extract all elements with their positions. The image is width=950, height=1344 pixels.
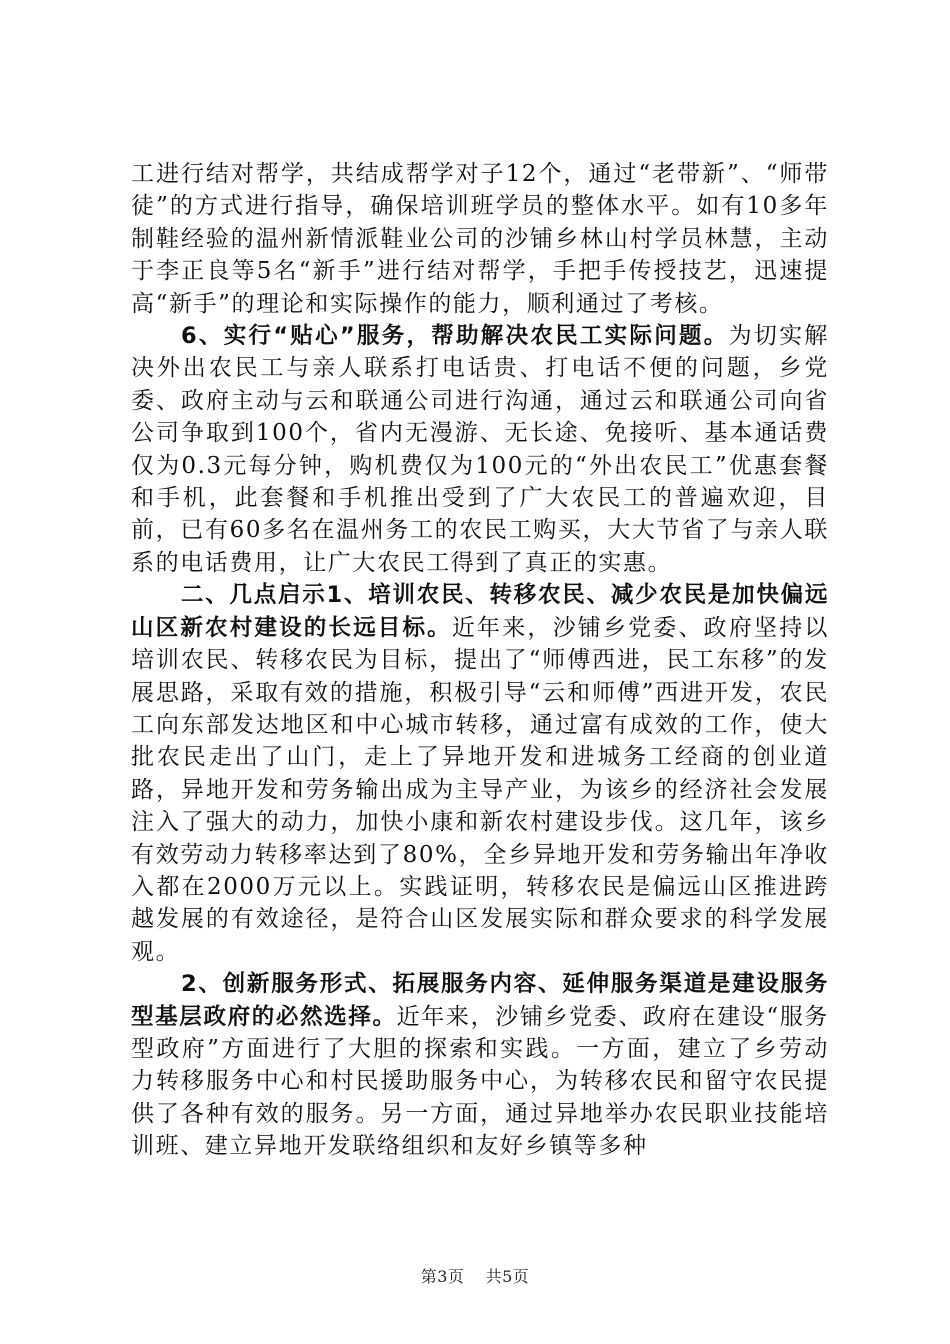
paragraph-3-text: 近年来，沙铺乡党委、政府坚持以培训农民、转移农民为目标，提出了“师傅西进，民工东移”的发展思路，采取有效的措施，积极引导“云和师傅”西进开发，农民工向东部发达地区和中心城市转移，通过富有成效的工作，使大批农民走出了山门，走上了异地开发和进城务工经商的创业道路，异地开发和劳务输出成为主导产业，为该乡的经济社会发展注入了强大的动力，加快小康和新农村建设步伐。这几年，该乡有效劳动力转移率达到了80%，全乡异地开发和劳务输出年净收入都在2000万元以上。实践证明，转移农民是偏远山区推进跨越发展的有效途径，是符合山区发展实际和群众要求的科学发展观。 — [131, 614, 829, 965]
paragraph-2-lead: 6、实行“贴心”服务，帮助解决农民工实际问题。 — [181, 323, 729, 350]
paragraph-3-lead: 二、几点启示1、培训农民、转移农民、减少农民是加快偏远山区新农村建设的长远目标。 — [131, 582, 829, 641]
paragraph-4-lead: 2、创新服务形式、拓展服务内容、延伸服务渠道是建设服务型基层政府的必然选择。 — [131, 971, 829, 1030]
page-footer — [0, 1264, 950, 1287]
total-pages: 共5页 — [485, 1267, 530, 1286]
paragraph-1 — [131, 158, 829, 320]
paragraph-2 — [131, 320, 829, 579]
paragraph-1-text: 工进行结对帮学，共结成帮学对子12个，通过“老带新”、“师带徒”的方式进行指导，确保培训班学员的整体水平。如有10多年制鞋经验的温州新情派鞋业公司的沙铺乡林山村学员林慧，主动于李正良等5名“新手”进行结对帮学，手把手传授技艺，迅速提高“新手”的理论和实际操作的能力，顺利通过了考核。 — [131, 161, 829, 317]
paragraph-4 — [131, 968, 829, 1162]
paragraph-2-text: 为切实解决外出农民工与亲人联系打电话贵、打电话不便的问题，乡党委、政府主动与云和联通公司进行沟通，通过云和联通公司向省公司争取到100个，省内无漫游、无长途、免接听、基本通话费仅为0.3元每分钟，购机费仅为100元的“外出农民工”优惠套餐和手机，此套餐和手机推出受到了广大农民工的普遍欢迎，目前，已有60多名在温州务工的农民工购买，大大节省了与亲人联系的电话费用，让广大农民工得到了真正的实惠。 — [131, 323, 829, 576]
paragraph-4-text: 近年来，沙铺乡党委、政府在建设“服务型政府”方面进行了大胆的探索和实践。一方面，建立了乡劳动力转移服务中心和村民援助服务中心，为转移农民和留守农民提供了各种有效的服务。另一方面，通过异地举办农民职业技能培训班、建立异地开发联络组织和友好乡镇等多种 — [131, 1003, 829, 1160]
document-body — [131, 158, 829, 1163]
paragraph-3 — [131, 579, 829, 968]
page-number: 第3页 — [420, 1267, 465, 1286]
